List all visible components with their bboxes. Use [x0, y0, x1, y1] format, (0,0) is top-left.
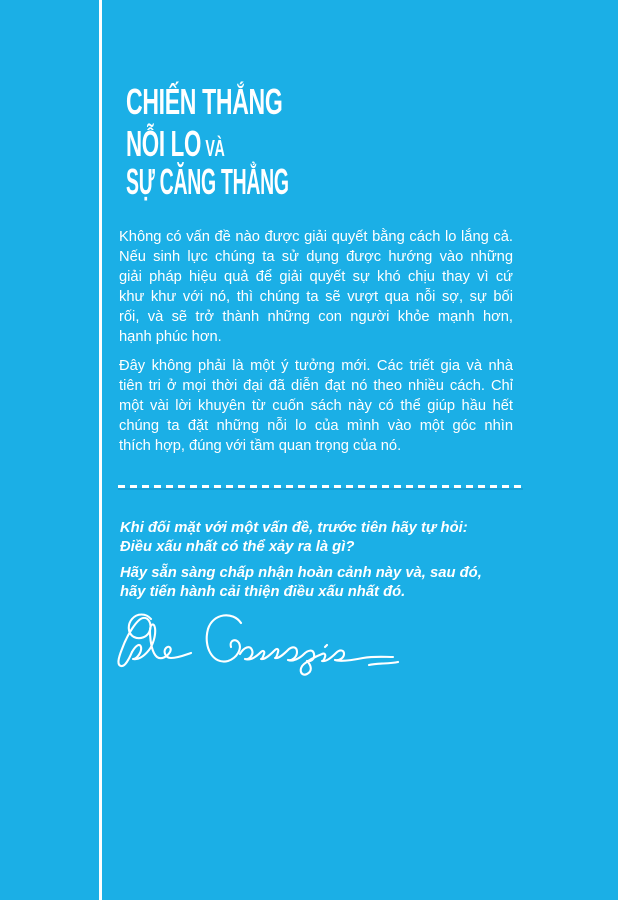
text-line: giải pháp hiệu quả để giải quyết sự khó chịu thay vì cứ [119, 269, 513, 285]
book-title-line-2 [126, 123, 225, 166]
book-title-line-1: CHIẾN THẮNG [126, 81, 283, 122]
text-line: chúng ta đặt những nỗi lo của mình vào một góc nhìn [119, 418, 513, 434]
text-line: thích hợp, đúng với tầm quan trọng của nó. [119, 438, 402, 454]
text-line: tiên tri ở mọi thời đại đã diễn đạt nó theo nhiều cách. Chỉ [119, 378, 513, 394]
advice-quote-1 [120, 519, 520, 557]
advice-quote-2 [120, 564, 520, 602]
dale-carnegie-signature [113, 609, 415, 681]
text-line: hạnh phúc hơn. [119, 329, 222, 345]
book-title-line-2-va: VÀ [205, 135, 225, 161]
text-line: rối, và sẽ trở thành những con người khỏe mạnh hơn, [119, 309, 513, 325]
text-line: hãy tiến hành cải thiện điều xấu nhất đó. [120, 584, 406, 600]
text-line: Đây không phải là một ý tưởng mới. Các triết gia và nhà [119, 358, 513, 374]
text-line: Hãy sẵn sàng chấp nhận hoàn cảnh này và, sau đó, [120, 565, 482, 581]
text-line: khư khư với nó, thì chúng ta sẽ vượt qua nỗi sợ, sự bối [119, 289, 513, 305]
signature-drawing [113, 609, 415, 681]
text-line: Điều xấu nhất có thể xảy ra là gì? [120, 539, 355, 555]
text-line: Khi đối mặt với một vấn đề, trước tiên hãy tự hỏi: [120, 520, 468, 536]
text-line: Không có vấn đề nào được giải quyết bằng cách lo lắng cả. [119, 229, 513, 245]
spine-highlight-stripe [99, 0, 102, 900]
synopsis-paragraph-1 [119, 227, 513, 347]
synopsis-paragraph-2 [119, 356, 513, 456]
text-line: Nếu sinh lực chúng ta sử dụng được hướng vào những [119, 249, 513, 265]
book-title-line-3: SỰ CĂNG THẲNG [126, 161, 289, 202]
dashed-divider [118, 485, 523, 488]
book-title-line-2-main: NỖI LO [126, 123, 202, 164]
text-line: một vài lời khuyên từ cuốn sách này có thể giúp hầu hết [119, 398, 513, 414]
